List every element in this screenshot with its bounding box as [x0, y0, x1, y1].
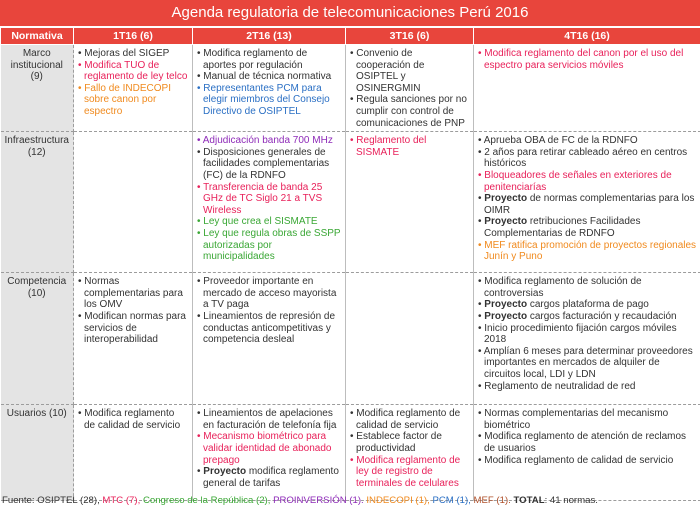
- item-text: cargos plataforma de pago: [527, 299, 649, 311]
- header-row: [1, 28, 700, 45]
- table-cell: [346, 405, 474, 501]
- item-text: Mejoras del SIGEP: [84, 48, 170, 59]
- footnote-segment: MEF (1).: [473, 495, 514, 506]
- item-text: 2 años para retirar cableado aéreo en centros históricos: [484, 146, 688, 170]
- item-text: Proveedor importante en mercado de acceso mayorista a TV paga: [203, 276, 337, 311]
- list-item: [197, 216, 341, 228]
- table-cell: [74, 273, 193, 405]
- list-item: [197, 431, 341, 466]
- page-title: Agenda regulatoria de telecomunicaciones Perú 2016: [0, 0, 700, 26]
- table-cell: [474, 273, 700, 405]
- item-text: retribuciones Facilidades Complementarias de RDNFO: [484, 216, 641, 239]
- item-text: Modifica reglamento de aportes por regulación: [203, 48, 308, 71]
- list-item: [197, 48, 341, 71]
- row-category: Marco institucional (9): [1, 45, 74, 132]
- table-cell: [346, 273, 474, 405]
- list-item: [350, 408, 469, 431]
- item-text: Manual de técnica normativa: [203, 71, 332, 83]
- list-item: [478, 346, 697, 381]
- item-text: Lineamientos de represión de conductas anticompetitivas y competencia desleal: [203, 310, 336, 346]
- item-bold-label: Proyecto: [484, 299, 528, 311]
- table-cell: [193, 273, 346, 405]
- list-item: [197, 135, 341, 147]
- item-text: modifica reglamento general de tarifas: [203, 466, 339, 489]
- header-4t16: 4T16 (16): [474, 28, 700, 45]
- footnote-segment: Congreso de la República (2),: [142, 495, 274, 506]
- list-item: [197, 466, 341, 489]
- table-row: [1, 405, 700, 501]
- table-cell: [346, 132, 474, 273]
- list-item: [350, 94, 469, 129]
- footnote-segment: MTC (7),: [102, 495, 143, 506]
- list-item: [197, 83, 341, 118]
- footnote-segment: TOTAL: [513, 495, 545, 506]
- list-item: [478, 193, 697, 216]
- list-item: [197, 408, 341, 431]
- list-item: [478, 276, 697, 299]
- item-text: Bloqueadores de señales en exteriores de penitenciarías: [484, 169, 672, 193]
- list-item: [478, 455, 697, 467]
- header-2t16: 2T16 (13): [193, 28, 346, 45]
- list-item: [78, 48, 188, 60]
- list-item: [478, 311, 697, 323]
- row-category: Infraestructura (12): [1, 132, 74, 273]
- item-text: Ley que crea el SISMATE: [203, 216, 318, 228]
- table-cell: [193, 405, 346, 501]
- list-item: [478, 408, 697, 431]
- item-text: Normas complementarias para los OMV: [84, 276, 183, 311]
- item-text: Modifican normas para servicios de interoperabilidad: [84, 310, 186, 346]
- item-text: Modifica reglamento del canon por el uso del espectro para servicios móviles: [484, 48, 684, 71]
- agenda-table: [0, 27, 700, 501]
- list-item: [350, 455, 469, 490]
- table-row: [1, 273, 700, 405]
- source-footnote: [2, 495, 698, 506]
- item-text: Ley que regula obras de SSPP autorizadas por municipalidades: [203, 227, 341, 263]
- item-text: Transferencia de banda 25 GHz de TC Siglo 21 a TVS Wireless: [203, 181, 323, 216]
- table-cell: [474, 45, 700, 132]
- list-item: [197, 71, 341, 83]
- table-cell: [474, 405, 700, 501]
- list-item: [78, 60, 188, 83]
- list-item: [78, 408, 188, 431]
- list-item: [197, 182, 341, 217]
- footnote-segment: PCM (1),: [432, 495, 474, 506]
- item-bold-label: Proyecto: [484, 216, 528, 228]
- table-cell: [74, 405, 193, 501]
- item-text: Reglamento de neutralidad de red: [484, 380, 636, 392]
- item-text: Modifica TUO de reglamento de ley telco: [84, 59, 188, 83]
- item-text: Modifica reglamento de solución de controversias: [484, 276, 642, 299]
- list-item: [478, 216, 697, 239]
- list-item: [78, 311, 188, 346]
- header-3t16: 3T16 (6): [346, 28, 474, 45]
- list-item: [350, 135, 469, 158]
- list-item: [350, 431, 469, 454]
- list-item: [478, 431, 697, 454]
- list-item: [478, 48, 697, 71]
- item-text: Amplían 6 meses para determinar proveedores importantes en mercados de alquiler de circuitos local, LDI y LDN: [483, 345, 693, 380]
- item-text: Modifica reglamento de ley de registro de terminales de celulares: [356, 454, 461, 489]
- table-cell: [193, 45, 346, 132]
- item-text: Aprueba OBA de FC de la RDNFO: [483, 135, 638, 147]
- item-bold-label: Proyecto: [203, 466, 247, 478]
- item-text: Modifica reglamento de calidad de servicio: [356, 408, 461, 431]
- list-item: [197, 228, 341, 263]
- item-text: Adjudicación banda 700 MHz: [202, 135, 333, 147]
- row-category: Competencia (10): [1, 273, 74, 405]
- item-bold-label: Proyecto: [484, 193, 528, 205]
- row-category: Usuarios (10): [1, 405, 74, 501]
- header-normativa: Normativa: [1, 28, 74, 45]
- list-item: [478, 135, 697, 147]
- list-item: [197, 311, 341, 346]
- list-item: [478, 323, 697, 346]
- item-text: Convenio de cooperación de OSIPTEL y OSINERGMIN: [356, 48, 425, 94]
- list-item: [78, 276, 188, 311]
- table-cell: [474, 132, 700, 273]
- table-row: [1, 45, 700, 132]
- table-row: [1, 132, 700, 273]
- item-text: Representantes PCM para elegir miembros del Consejo Directivo de OSIPTEL: [203, 82, 330, 117]
- table-cell: [74, 132, 193, 273]
- footnote-segment: INDECOPI (1),: [366, 495, 433, 506]
- footnote-segment: : 41 normas.: [544, 495, 598, 506]
- list-item: [478, 170, 697, 193]
- item-text: de normas complementarias para los OIMR: [484, 193, 695, 216]
- list-item: [197, 276, 341, 311]
- table-cell: [346, 45, 474, 132]
- item-text: Modifica reglamento de calidad de servicio: [84, 408, 181, 431]
- list-item: [478, 147, 697, 170]
- item-text: Reglamento del SISMATE: [356, 135, 427, 158]
- footnote-segment: PROINVERSIÓN (1).: [273, 495, 367, 506]
- list-item: [78, 83, 188, 118]
- item-text: Normas complementarias del mecanismo biométrico: [484, 408, 669, 431]
- table-cell: [193, 132, 346, 273]
- list-item: [478, 240, 697, 263]
- item-text: Mecanismo biométrico para validar identidad de abonado prepago: [203, 431, 332, 466]
- item-text: cargos facturación y recaudación: [527, 310, 677, 322]
- item-text: Modifica reglamento de calidad de servicio: [484, 454, 674, 466]
- list-item: [478, 299, 697, 311]
- item-text: Disposiciones generales de facilidades complementarias (FC) de la RDNFO: [203, 146, 330, 181]
- item-text: Modifica reglamento de atención de reclamos de usuarios: [484, 431, 687, 454]
- item-text: Regula sanciones por no cumplir con control de comunicaciones de PNP: [356, 94, 467, 129]
- list-item: [350, 48, 469, 94]
- item-text: Establece factor de productividad: [356, 431, 442, 454]
- footnote-segment: Fuente: OSIPTEL (28),: [2, 495, 103, 506]
- item-text: Inicio procedimiento fijación cargos móviles 2018: [484, 322, 677, 346]
- item-text: Lineamientos de apelaciones en facturación de telefonía fija: [203, 408, 337, 431]
- item-text: MEF ratifica promoción de proyectos regionales Junín y Puno: [484, 239, 697, 263]
- table-cell: [74, 45, 193, 132]
- item-bold-label: Proyecto: [484, 310, 528, 322]
- list-item: [197, 147, 341, 182]
- list-item: [478, 381, 697, 393]
- item-text: Fallo de INDECOPI sobre canon por espectro: [84, 82, 171, 117]
- header-1t16: 1T16 (6): [74, 28, 193, 45]
